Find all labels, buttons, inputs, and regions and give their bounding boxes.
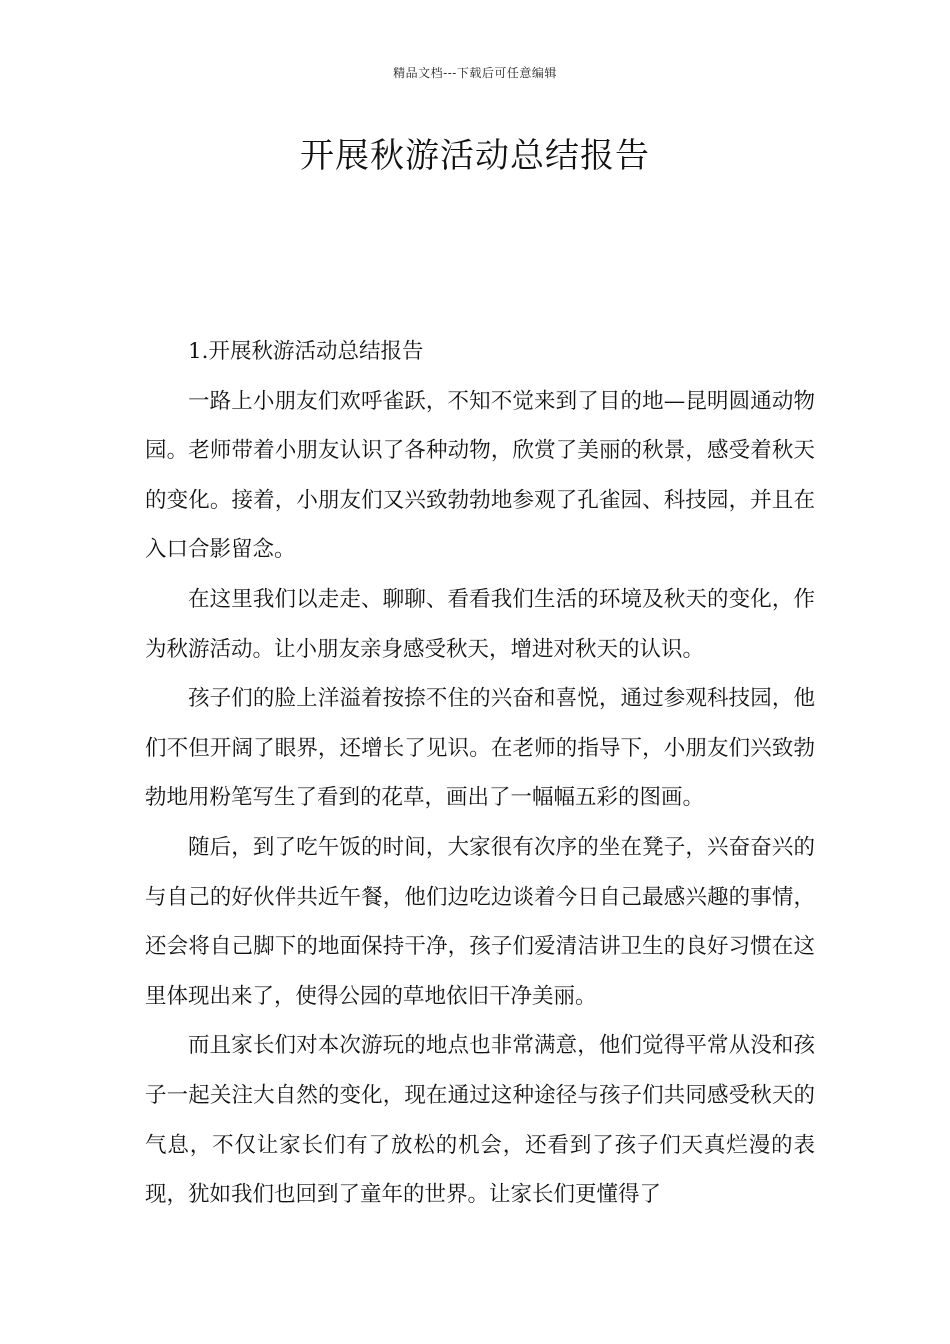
paragraph: 一路上小朋友们欢呼雀跃，不知不觉来到了目的地—昆明圆通动物园。老师带着小朋友认识了各种动物，欣赏了美丽的秋景，感受着秋天的变化。接着，小朋友们又兴致勃勃地参观了孔雀园、科技园，并且在入口合影留念。 bbox=[145, 388, 815, 563]
document-title: 开展秋游活动总结报告 bbox=[300, 136, 650, 176]
paragraph: 而且家长们对本次游玩的地点也非常满意，他们觉得平常从没和孩子一起关注大自然的变化，现在通过这种途径与孩子们共同感受秋天的气息，不仅让家长们有了放松的机会，还看到了孩子们天真烂漫的表现，犹如我们也回到了童年的世界。让家长们更懂得了 bbox=[145, 1033, 815, 1208]
paragraph: 随后，到了吃午饭的时间，大家很有次序的坐在凳子，兴奋奋兴的与自己的好伙伴共近午餐，他们边吃边谈着今日自己最感兴趣的事情，还会将自己脚下的地面保持干净，孩子们爱清洁讲卫生的良好习惯在这里体现出来了，使得公园的草地依旧干净美丽。 bbox=[145, 834, 815, 1009]
paragraph: 孩子们的脸上洋溢着按捺不住的兴奋和喜悦，通过参观科技园，他们不但开阔了眼界，还增长了见识。在老师的指导下，小朋友们兴致勃勃地用粉笔写生了看到的花草，画出了一幅幅五彩的图画。 bbox=[145, 686, 815, 811]
paragraph: 在这里我们以走走、聊聊、看看我们生活的环境及秋天的变化，作为秋游活动。让小朋友亲身感受秋天，增进对秋天的认识。 bbox=[145, 586, 815, 662]
section-heading: 1.开展秋游活动总结报告 bbox=[188, 339, 424, 364]
document-body bbox=[145, 327, 815, 1220]
header-note: 精品文档---下载后可任意编辑 bbox=[393, 66, 557, 80]
